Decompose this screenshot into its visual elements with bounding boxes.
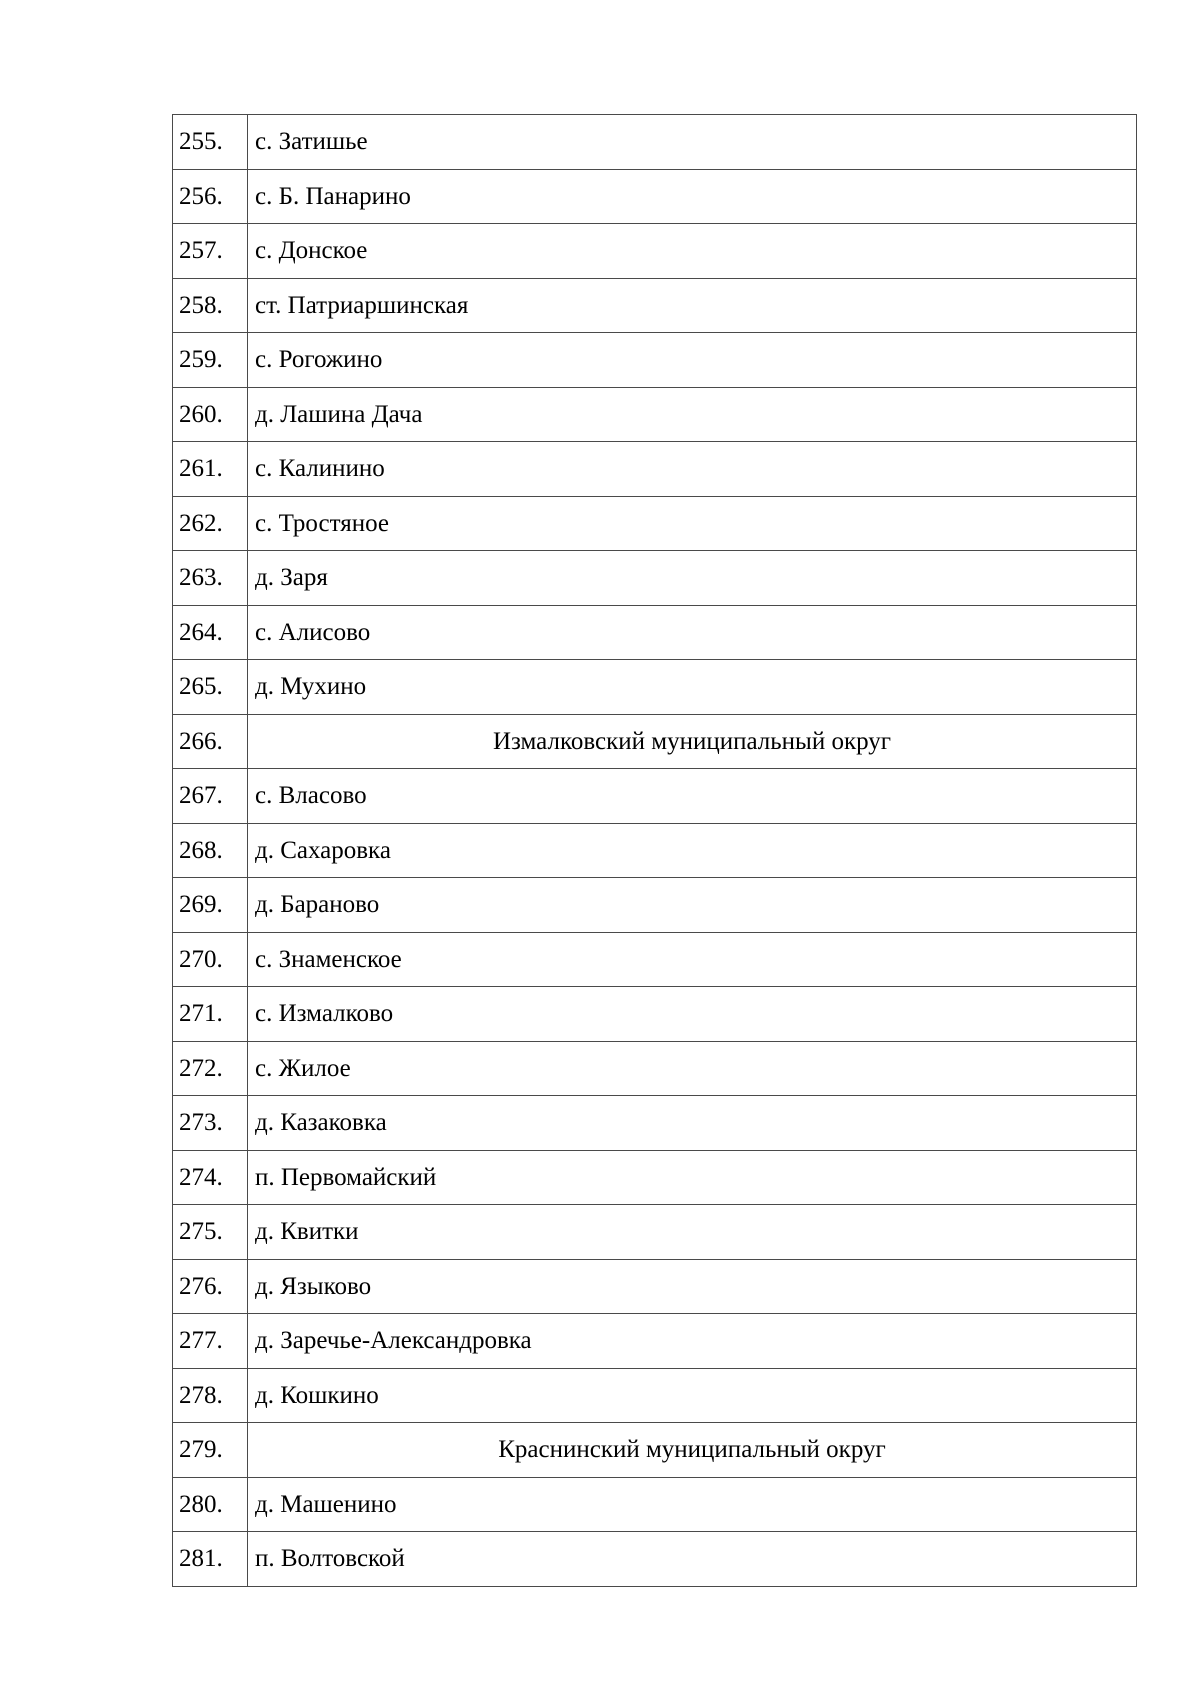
row-number: 281.	[173, 1532, 248, 1587]
table-row	[173, 333, 1137, 388]
row-number: 276.	[173, 1259, 248, 1314]
table-row	[173, 932, 1137, 987]
table-row	[173, 605, 1137, 660]
table-row	[173, 1477, 1137, 1532]
row-number: 273.	[173, 1096, 248, 1151]
table-row	[173, 496, 1137, 551]
row-number: 270.	[173, 932, 248, 987]
settlement-name: ст. Патриаршинская	[248, 278, 1137, 333]
settlement-name: д. Лашина Дача	[248, 387, 1137, 442]
row-number: 262.	[173, 496, 248, 551]
settlement-name: д. Квитки	[248, 1205, 1137, 1260]
settlement-name: с. Знаменское	[248, 932, 1137, 987]
row-number: 258.	[173, 278, 248, 333]
municipal-district-title: Краснинский муниципальный округ	[248, 1423, 1137, 1478]
row-number: 260.	[173, 387, 248, 442]
row-number: 268.	[173, 823, 248, 878]
settlement-name: д. Мухино	[248, 660, 1137, 715]
table-row	[173, 442, 1137, 497]
row-number: 257.	[173, 224, 248, 279]
section-header-row	[173, 714, 1137, 769]
row-number: 278.	[173, 1368, 248, 1423]
settlement-name: п. Волтовской	[248, 1532, 1137, 1587]
settlement-name: д. Машенино	[248, 1477, 1137, 1532]
row-number: 269.	[173, 878, 248, 933]
settlement-name: с. Алисово	[248, 605, 1137, 660]
row-number: 271.	[173, 987, 248, 1042]
row-number: 259.	[173, 333, 248, 388]
table-row	[173, 224, 1137, 279]
table-row	[173, 169, 1137, 224]
settlement-name: с. Донское	[248, 224, 1137, 279]
settlement-name: с. Измалково	[248, 987, 1137, 1042]
settlement-name: с. Власово	[248, 769, 1137, 824]
row-number: 277.	[173, 1314, 248, 1369]
table-row	[173, 115, 1137, 170]
row-number: 261.	[173, 442, 248, 497]
table-row	[173, 1532, 1137, 1587]
row-number: 267.	[173, 769, 248, 824]
row-number: 279.	[173, 1423, 248, 1478]
settlement-name: с. Затишье	[248, 115, 1137, 170]
settlement-name: д. Заря	[248, 551, 1137, 606]
table-row	[173, 1096, 1137, 1151]
settlement-name: д. Заречье-Александровка	[248, 1314, 1137, 1369]
settlement-name: с. Б. Панарино	[248, 169, 1137, 224]
table-row	[173, 1259, 1137, 1314]
settlement-name: д. Сахаровка	[248, 823, 1137, 878]
table-row	[173, 660, 1137, 715]
settlement-name: д. Кошкино	[248, 1368, 1137, 1423]
row-number: 264.	[173, 605, 248, 660]
municipal-district-title: Измалковский муниципальный округ	[248, 714, 1137, 769]
table-row	[173, 769, 1137, 824]
row-number: 280.	[173, 1477, 248, 1532]
settlements-table	[172, 114, 1137, 1587]
row-number: 275.	[173, 1205, 248, 1260]
row-number: 274.	[173, 1150, 248, 1205]
table-row	[173, 987, 1137, 1042]
row-number: 266.	[173, 714, 248, 769]
settlement-name: с. Тростяное	[248, 496, 1137, 551]
settlement-name: д. Казаковка	[248, 1096, 1137, 1151]
settlement-name: с. Калинино	[248, 442, 1137, 497]
table-row	[173, 278, 1137, 333]
table-row	[173, 551, 1137, 606]
section-header-row	[173, 1423, 1137, 1478]
settlement-name: с. Жилое	[248, 1041, 1137, 1096]
settlement-name: п. Первомайский	[248, 1150, 1137, 1205]
row-number: 272.	[173, 1041, 248, 1096]
settlements-table-body	[173, 115, 1137, 1587]
table-row	[173, 878, 1137, 933]
settlement-name: д. Бараново	[248, 878, 1137, 933]
table-row	[173, 1041, 1137, 1096]
table-row	[173, 387, 1137, 442]
row-number: 263.	[173, 551, 248, 606]
table-row	[173, 1314, 1137, 1369]
settlement-name: д. Языково	[248, 1259, 1137, 1314]
table-row	[173, 1205, 1137, 1260]
row-number: 265.	[173, 660, 248, 715]
table-row	[173, 1150, 1137, 1205]
table-row	[173, 823, 1137, 878]
table-row	[173, 1368, 1137, 1423]
row-number: 255.	[173, 115, 248, 170]
settlement-name: с. Рогожино	[248, 333, 1137, 388]
row-number: 256.	[173, 169, 248, 224]
